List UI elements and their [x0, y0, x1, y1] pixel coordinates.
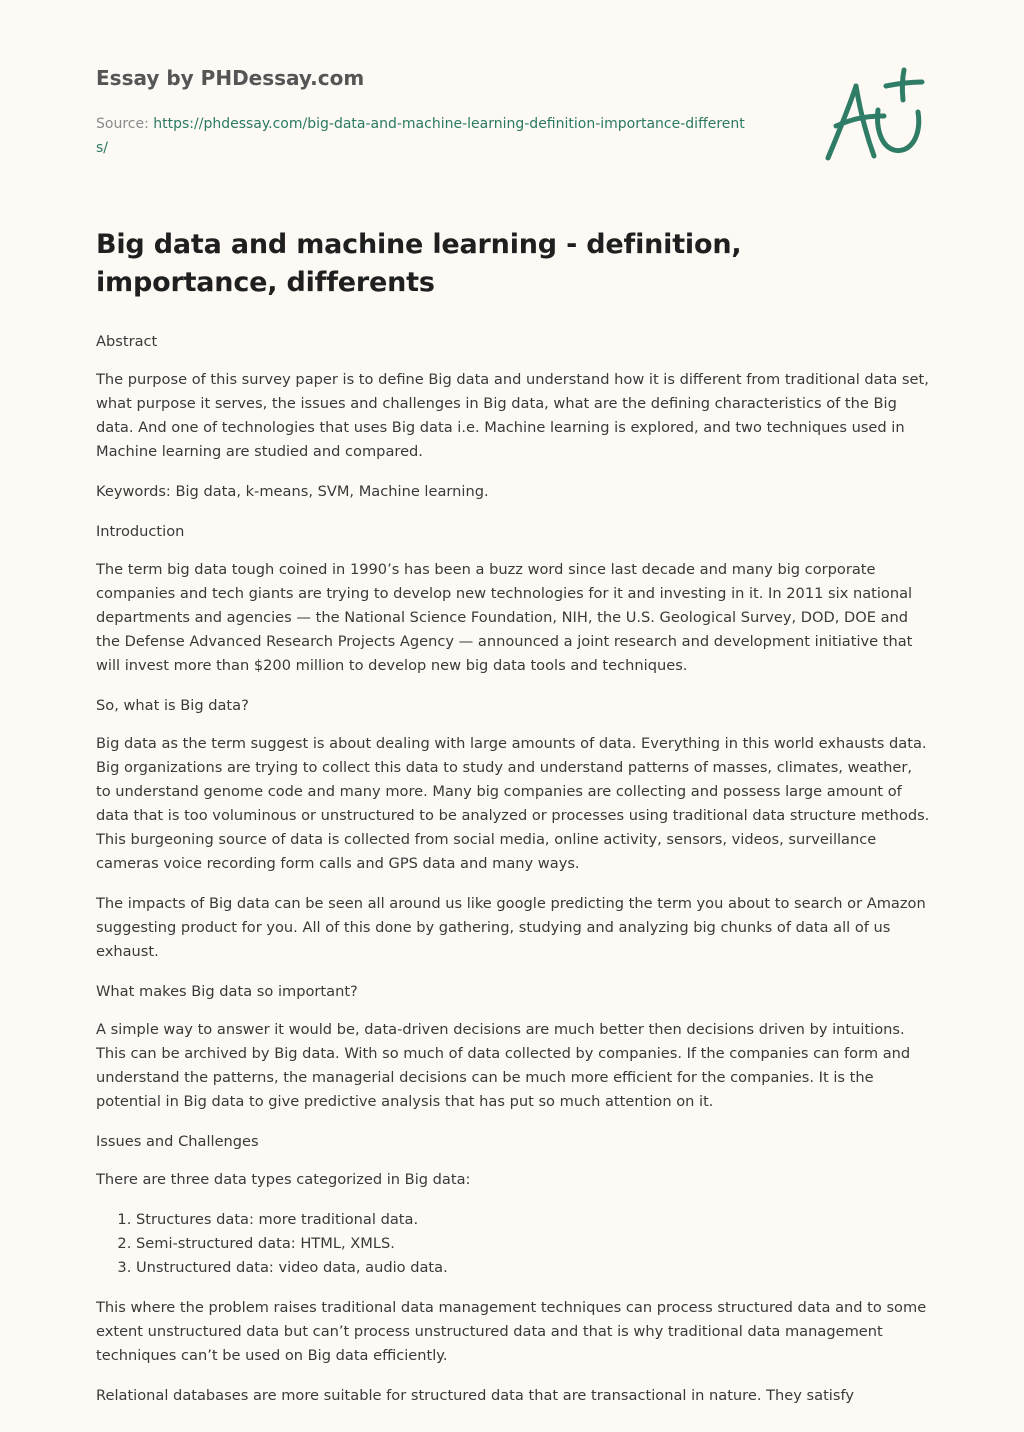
abstract-heading: Abstract — [96, 333, 158, 350]
data-types-intro: There are three data types categorized in Big data: — [96, 1171, 471, 1188]
list-item: 1. Structures data: more traditional data. — [136, 1208, 930, 1232]
source-link[interactable]: https://phdessay.com/big-data-and-machine-learning-definition-importance-differents/ — [96, 116, 745, 156]
list-item: 2. Semi-structured data: HTML, XMLS. — [136, 1232, 930, 1256]
data-types-list — [96, 1208, 930, 1280]
importance-paragraph: A simple way to answer it would be, data-driven decisions are much better then decisions driven by intuitions. This can be archived by Big data. With so much of data collected by companies. If the companies can form and understand the patterns, the managerial decisions can be much more efficient for the companies. It is the potential in Big data to give predictive analysis that has put so much attention on it. — [96, 1021, 911, 1110]
problem-paragraph: This where the problem raises traditional data management techniques can process structured data and to some extent unstructured data but can’t process unstructured data and that is why traditional data management techniques can’t be used on Big data efficiently. — [96, 1299, 927, 1364]
abstract-paragraph: The purpose of this survey paper is to define Big data and understand how it is different from traditional data set, what purpose it serves, the issues and challenges in Big data, what are the defining characteristics of the Big data. And one of technologies that uses Big data i.e. Machine learning is explored, and two techniques used in Machine learning are studied and compared. — [96, 371, 929, 460]
issues-heading: Issues and Challenges — [96, 1133, 259, 1150]
a-plus-logo-icon — [822, 66, 928, 166]
importance-heading: What makes Big data so important? — [96, 983, 358, 1000]
article-title: Big data and machine learning - definition, importance, differents — [96, 229, 742, 298]
what-is-big-data-paragraph: Big data as the term suggest is about dealing with large amounts of data. Everything in this world exhausts data. Big organizations are trying to collect this data to study and understand patterns of masses, climates, weather, to understand genome code and many more. Many big companies are collecting and possess large amount of data that is too voluminous or unstructured to be analyzed or processes using traditional data structure methods. This burgeoning source of data is collected from social media, online activity, sensors, videos, surveillance cameras voice recording form calls and GPS data and many ways. — [96, 735, 930, 872]
list-item: 3. Unstructured data: video data, audio data. — [136, 1256, 930, 1280]
keywords-paragraph: Keywords: Big data, k-means, SVM, Machine learning. — [96, 483, 489, 500]
introduction-heading: Introduction — [96, 523, 185, 540]
relational-paragraph: Relational databases are more suitable for structured data that are transactional in nature. They satisfy — [96, 1387, 854, 1404]
source-label: Source: — [96, 116, 154, 132]
impact-paragraph: The impacts of Big data can be seen all around us like google predicting the term you about to search or Amazon suggesting product for you. All of this done by gathering, studying and analyzing big chunks of data all of us exhaust. — [96, 895, 926, 960]
page-header — [96, 64, 756, 160]
source-line — [96, 112, 756, 160]
article-body — [96, 226, 930, 1424]
introduction-paragraph: The term big data tough coined in 1990’s has been a buzz word since last decade and many big corporate companies and tech giants are trying to develop new technologies for it and investing in it. In 2011 six national departments and agencies — the National Science Foundation, NIH, the U.S. Geological Survey, DOD, DOE and the Defense Advanced Research Projects Agency — announced a joint research and development initiative that will invest more than $200 million to develop new big data tools and techniques. — [96, 561, 913, 674]
what-is-big-data-heading: So, what is Big data? — [96, 697, 249, 714]
site-brand: Essay by PHDessay.com — [96, 66, 365, 90]
